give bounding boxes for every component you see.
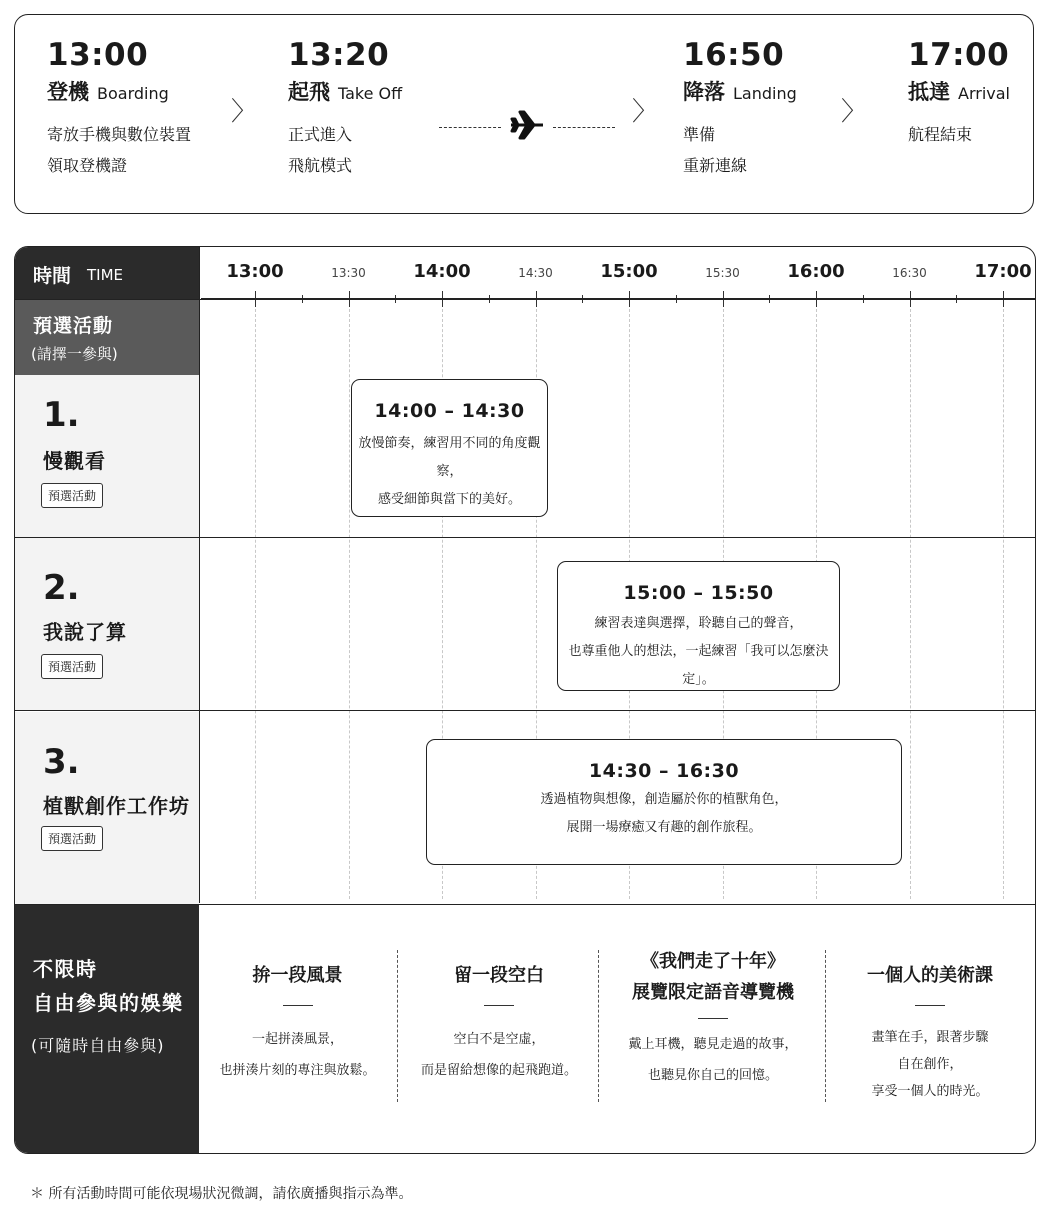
time-label: 16:30 xyxy=(892,266,927,280)
time-label: 13:30 xyxy=(331,266,366,280)
stage-desc: 航程結束 xyxy=(908,125,973,144)
time-label: 17:00 xyxy=(974,261,1032,282)
free-item-3 xyxy=(603,946,823,1091)
time-label: 15:30 xyxy=(705,266,740,280)
chevron-right-icon: 〉 xyxy=(841,97,868,127)
activity-number: 1. xyxy=(43,395,80,435)
chevron-right-icon: 〉 xyxy=(632,97,659,127)
flight-path-dash xyxy=(553,127,615,128)
activity-block-2 xyxy=(557,561,840,691)
time-label: 15:00 xyxy=(600,261,658,282)
stage-arrival xyxy=(908,35,1010,150)
title-separator xyxy=(283,1005,313,1006)
time-label: 13:00 xyxy=(226,261,284,282)
activity-time-range: 14:00 – 14:30 xyxy=(374,400,525,422)
activity-desc: 練習表達與選擇，聆聽自己的聲音， 也尊重他人的想法，一起練習「我可以怎麼決定」。 xyxy=(568,616,829,687)
stage-takeoff xyxy=(288,35,402,181)
column-dashed-divider xyxy=(397,950,398,1102)
free-activities-header: 不限時 自由參與的娛樂 (可隨時自由參與) xyxy=(15,905,199,1154)
free-item-2 xyxy=(402,960,596,1086)
preselect-badge: 預選活動 xyxy=(41,826,103,851)
preselect-badge: 預選活動 xyxy=(41,654,103,679)
column-dashed-divider xyxy=(825,950,826,1102)
time-header: 時間 TIME xyxy=(15,247,199,299)
free-item-1 xyxy=(200,960,395,1086)
free-item-title: 一個人的美術課 xyxy=(867,965,993,986)
activity-desc: 放慢節奏，練習用不同的角度觀察， 感受細節與當下的美好。 xyxy=(358,436,541,507)
stage-name: 降落 Landing xyxy=(683,80,797,104)
activity-label-2 xyxy=(15,538,199,710)
free-item-4 xyxy=(830,960,1030,1105)
time-label: 14:30 xyxy=(518,266,553,280)
title-separator xyxy=(484,1005,514,1006)
preselect-header: 預選活動 (請擇一參與) xyxy=(15,299,199,375)
activity-name: 我說了算 xyxy=(43,620,127,644)
flight-path-dash xyxy=(439,127,501,128)
footnote: ＊ 所有活動時間可能依現場狀況微調，請依廣播與指示為準。 xyxy=(30,1186,413,1202)
time-label: 14:00 xyxy=(413,261,471,282)
free-item-desc: 畫筆在手，跟著步驟 自在創作， 享受一個人的時光。 xyxy=(871,1030,989,1099)
activity-time-range: 14:30 – 16:30 xyxy=(588,760,740,782)
stage-time: 16:50 xyxy=(683,37,785,73)
stage-landing xyxy=(683,35,797,181)
gridline xyxy=(910,309,911,899)
stage-name: 起飛 Take Off xyxy=(288,80,403,104)
free-item-desc: 空白不是空虛， 而是留給想像的起飛跑道。 xyxy=(420,1032,577,1078)
stage-name: 抵達 Arrival xyxy=(908,80,1010,104)
row-divider xyxy=(15,710,1036,711)
activity-name: 植獸創作工作坊 xyxy=(43,794,190,818)
free-item-title: 展覽限定語音導覽機 xyxy=(632,982,794,1003)
activity-time-range: 15:00 – 15:50 xyxy=(623,582,774,604)
stage-time: 13:20 xyxy=(288,37,390,73)
stage-name: 登機 Boarding xyxy=(47,80,169,104)
stage-time: 13:00 xyxy=(47,37,149,73)
free-item-title: 拚一段風景 xyxy=(252,965,343,986)
activity-label-3 xyxy=(15,712,199,904)
gridline xyxy=(255,309,256,899)
gridline xyxy=(349,309,350,899)
column-dashed-divider xyxy=(598,950,599,1102)
activity-label-1 xyxy=(15,375,199,537)
stage-desc: 寄放手機與數位裝置 領取登機證 xyxy=(47,125,192,175)
free-item-desc: 戴上耳機，聽見走過的故事， 也聽見你自己的回憶。 xyxy=(628,1037,798,1083)
chevron-right-icon: 〉 xyxy=(231,97,258,127)
free-item-desc: 一起拼湊風景， 也拼湊片刻的專注與放鬆。 xyxy=(219,1032,376,1078)
title-separator xyxy=(698,1018,728,1019)
activity-desc: 透過植物與想像，創造屬於你的植獸角色， 展開一場療癒又有趣的創作旅程。 xyxy=(540,792,788,835)
airplane-icon xyxy=(509,107,545,143)
stage-desc: 正式進入 飛航模式 xyxy=(288,125,353,175)
activity-block-3 xyxy=(426,739,902,865)
free-item-title: 《我們走了十年》 xyxy=(641,951,785,972)
row-divider xyxy=(15,299,1036,300)
activity-block-1 xyxy=(351,379,548,517)
flight-stages-card xyxy=(14,14,1034,214)
gridline xyxy=(1003,309,1004,899)
title-separator xyxy=(915,1005,945,1006)
activity-name: 慢觀看 xyxy=(43,449,106,473)
row-divider xyxy=(15,537,1036,538)
column-divider xyxy=(199,247,200,903)
preselect-badge: 預選活動 xyxy=(41,483,103,508)
activity-number: 3. xyxy=(43,742,80,782)
free-item-title: 留一段空白 xyxy=(454,965,544,986)
activity-number: 2. xyxy=(43,568,80,608)
stage-desc: 準備 重新連線 xyxy=(683,125,748,175)
stage-boarding xyxy=(47,35,191,181)
time-label: 16:00 xyxy=(787,261,845,282)
stage-time: 17:00 xyxy=(908,37,1010,73)
